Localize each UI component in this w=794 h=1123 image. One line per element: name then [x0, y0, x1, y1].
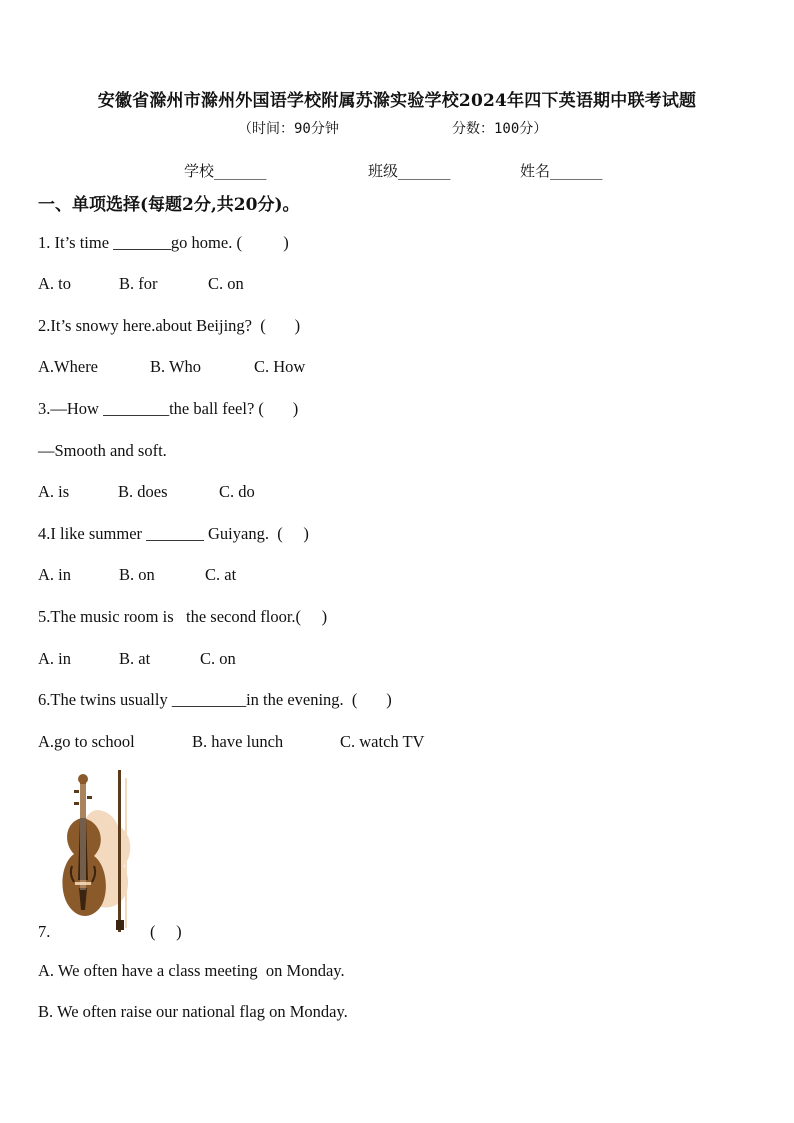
question-2-stem: 2.It’s snowy here.about Beijing? ( ) [38, 316, 301, 335]
question-3-stem: 3.—How ________the ball feel? ( ) [38, 399, 299, 418]
question-3-option-b: B. does [118, 482, 168, 501]
question-3-option-c: C. do [219, 482, 255, 501]
exam-time: （时间：90分钟 [238, 121, 339, 137]
question-3-answer-line: —Smooth and soft. [38, 441, 167, 460]
question-5-option-a: A. in [38, 649, 71, 668]
question-1-option-b: B. for [119, 274, 158, 293]
class-field: 班级_______ [368, 162, 451, 180]
exam-score: 分数：100分） [452, 121, 548, 137]
question-7-option-a: A. We often have a class meeting on Monday. [38, 961, 345, 980]
question-4-option-a: A. in [38, 565, 71, 584]
question-6-option-a: A.go to school [38, 732, 135, 751]
name-field: 姓名_______ [520, 162, 603, 180]
question-1-option-c: C. on [208, 274, 244, 293]
question-7-number: 7. [38, 922, 51, 941]
question-6-option-b: B. have lunch [192, 732, 284, 751]
question-3-option-a: A. is [38, 482, 70, 501]
question-7-option-b: B. We often raise our national flag on Monday. [38, 1002, 348, 1021]
question-7-bracket: ( ) [150, 922, 182, 941]
question-5-stem: 5.The music room is the second floor.( ) [38, 607, 328, 626]
question-2-option-c: C. How [254, 357, 306, 376]
page-title: 安徽省滁州市滁州外国语学校附属苏滁实验学校2024年四下英语期中联考试题 [97, 91, 697, 111]
question-4-option-c: C. at [205, 565, 237, 584]
question-2-option-a: A.Where [38, 357, 99, 376]
question-4-stem: 4.I like summer _______ Guiyang. ( ) [38, 524, 309, 543]
question-1-stem: 1. It’s time _______go home. ( ) [38, 233, 289, 252]
school-field: 学校_______ [184, 162, 267, 180]
section-heading: 一、单项选择(每题2分,共20分)。 [38, 195, 300, 215]
question-1-option-a: A. to [38, 274, 71, 293]
question-5-option-c: C. on [200, 649, 236, 668]
violin-icon [52, 770, 144, 938]
question-6-option-c: C. watch TV [340, 732, 425, 751]
question-2-option-b: B. Who [150, 357, 202, 376]
question-4-option-b: B. on [119, 565, 155, 584]
question-6-stem: 6.The twins usually _________in the evening. ( ) [38, 690, 392, 709]
question-5-option-b: B. at [119, 649, 151, 668]
